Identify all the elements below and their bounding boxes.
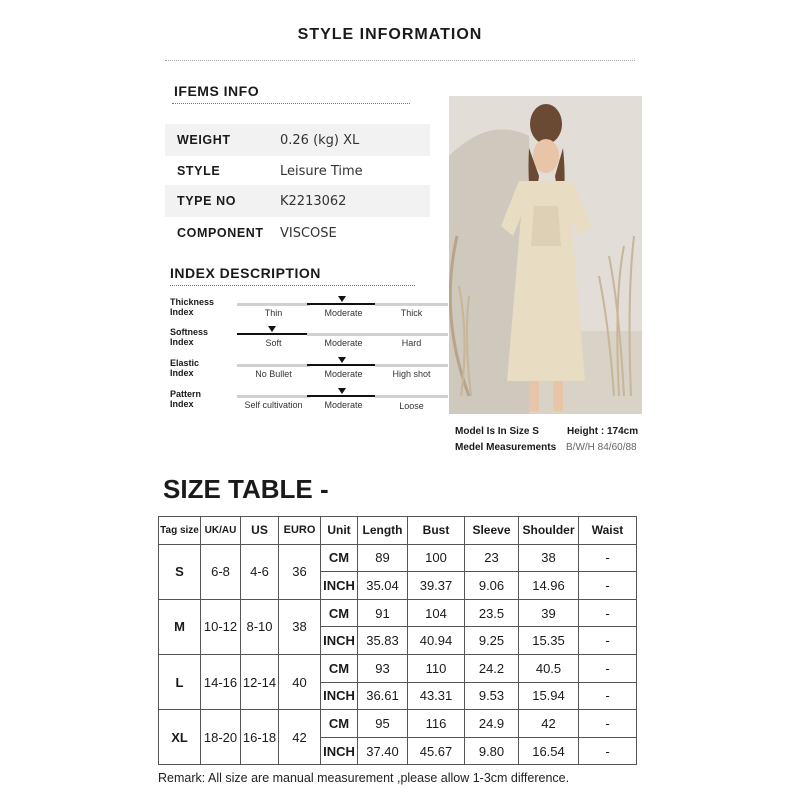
model-photo-icon xyxy=(449,96,642,414)
bust-cell: 39.37 xyxy=(408,572,465,600)
index-option xyxy=(236,297,311,323)
index-label-line2: Index xyxy=(170,307,194,317)
waist-cell: - xyxy=(579,627,637,655)
shoulder-cell: 14.96 xyxy=(519,572,579,600)
index-option-selected xyxy=(236,327,311,353)
index-option-selected xyxy=(306,358,381,384)
info-row-component xyxy=(165,217,430,249)
index-label-line2: Index xyxy=(170,337,194,347)
model-size-label: Model Is In Size S xyxy=(455,426,539,437)
index-bar xyxy=(307,395,380,397)
uk-au-cell: 6-8 xyxy=(201,544,241,599)
size-table-body xyxy=(159,544,637,765)
index-option-selected xyxy=(306,389,381,415)
bust-cell: 110 xyxy=(408,654,465,682)
index-bar xyxy=(375,303,448,306)
euro-cell: 42 xyxy=(279,710,321,765)
waist-cell: - xyxy=(579,737,637,765)
size-tag-cell: L xyxy=(159,654,201,709)
selected-marker-icon xyxy=(338,296,346,302)
index-option-label: Thin xyxy=(264,308,283,318)
index-option xyxy=(306,327,381,353)
uk-au-cell: 14-16 xyxy=(201,654,241,709)
waist-cell: - xyxy=(579,544,637,572)
index-description-divider xyxy=(170,285,415,286)
index-bar xyxy=(307,364,380,366)
us-cell: 16-18 xyxy=(241,710,279,765)
index-option-label: Soft xyxy=(265,338,282,348)
index-bar xyxy=(237,303,310,306)
index-label-line2: Index xyxy=(170,399,194,409)
waist-cell: - xyxy=(579,599,637,627)
sleeve-cell: 23 xyxy=(465,544,519,572)
sleeve-cell: 24.2 xyxy=(465,654,519,682)
header-tag-size: Tag size xyxy=(159,517,201,545)
info-value: VISCOSE xyxy=(280,225,337,241)
selected-marker-icon xyxy=(338,388,346,394)
unit-cell: CM xyxy=(321,710,358,738)
index-option xyxy=(236,389,311,415)
index-bar xyxy=(375,333,448,336)
euro-cell: 40 xyxy=(279,654,321,709)
index-label-line1: Thickness xyxy=(170,297,215,307)
length-cell: 89 xyxy=(358,544,408,572)
index-option-label: Moderate xyxy=(324,400,363,410)
table-row xyxy=(159,654,637,682)
header-sleeve: Sleeve xyxy=(465,517,519,545)
size-table xyxy=(158,516,637,765)
bust-cell: 45.67 xyxy=(408,737,465,765)
bust-cell: 43.31 xyxy=(408,682,465,710)
sleeve-cell: 9.80 xyxy=(465,737,519,765)
shoulder-cell: 39 xyxy=(519,599,579,627)
length-cell: 95 xyxy=(358,710,408,738)
index-option-label: No Bullet xyxy=(255,369,292,379)
bust-cell: 40.94 xyxy=(408,627,465,655)
table-row xyxy=(159,710,637,738)
shoulder-cell: 38 xyxy=(519,544,579,572)
sleeve-cell: 23.5 xyxy=(465,599,519,627)
index-option-selected xyxy=(306,297,381,323)
length-cell: 37.40 xyxy=(358,737,408,765)
header-length: Length xyxy=(358,517,408,545)
header-waist: Waist xyxy=(579,517,637,545)
index-description-heading: INDEX DESCRIPTION xyxy=(170,265,321,281)
size-tag-cell: S xyxy=(159,544,201,599)
index-bar xyxy=(375,364,448,367)
sleeve-cell: 9.25 xyxy=(465,627,519,655)
uk-au-cell: 18-20 xyxy=(201,710,241,765)
index-option-label: Thick xyxy=(400,308,423,318)
shoulder-cell: 15.35 xyxy=(519,627,579,655)
unit-cell: INCH xyxy=(321,572,358,600)
waist-cell: - xyxy=(579,572,637,600)
header-euro: EURO xyxy=(279,517,321,545)
model-bwh: B/W/H 84/60/88 xyxy=(566,442,637,453)
sleeve-cell: 9.53 xyxy=(465,682,519,710)
index-bar xyxy=(307,333,380,336)
uk-au-cell: 10-12 xyxy=(201,599,241,654)
index-label xyxy=(170,327,208,347)
index-bar xyxy=(375,395,448,398)
size-tag-cell: M xyxy=(159,599,201,654)
index-option-label: High shot xyxy=(392,369,431,379)
index-option xyxy=(374,297,449,323)
length-cell: 35.04 xyxy=(358,572,408,600)
info-value: 0.26 (kg) XL xyxy=(280,132,360,148)
index-label-line1: Elastic xyxy=(170,358,200,368)
us-cell: 4-6 xyxy=(241,544,279,599)
index-option-label: Moderate xyxy=(324,308,363,318)
us-cell: 12-14 xyxy=(241,654,279,709)
length-cell: 35.83 xyxy=(358,627,408,655)
shoulder-cell: 16.54 xyxy=(519,737,579,765)
waist-cell: - xyxy=(579,710,637,738)
unit-cell: CM xyxy=(321,654,358,682)
index-bar xyxy=(237,333,310,335)
shoulder-cell: 40.5 xyxy=(519,654,579,682)
us-cell: 8-10 xyxy=(241,599,279,654)
shoulder-cell: 15.94 xyxy=(519,682,579,710)
model-photo xyxy=(449,96,642,414)
bust-cell: 116 xyxy=(408,710,465,738)
unit-cell: INCH xyxy=(321,682,358,710)
unit-cell: CM xyxy=(321,599,358,627)
bust-cell: 104 xyxy=(408,599,465,627)
index-option xyxy=(374,358,449,384)
length-cell: 36.61 xyxy=(358,682,408,710)
size-tag-cell: XL xyxy=(159,710,201,765)
unit-cell: INCH xyxy=(321,737,358,765)
model-measurements-label: Medel Measurements xyxy=(455,442,557,453)
index-option-label: Hard xyxy=(401,338,422,348)
table-row xyxy=(159,544,637,572)
index-label xyxy=(170,358,199,378)
index-label-line2: Index xyxy=(170,368,194,378)
remark-text: Remark: All size are manual measurement ,please allow 1-3cm difference. xyxy=(158,771,570,785)
items-info-heading: IFEMS INFO xyxy=(174,83,260,99)
header-us: US xyxy=(241,517,279,545)
index-bar xyxy=(237,395,310,398)
info-row-style xyxy=(165,155,430,187)
index-label-line1: Softness xyxy=(170,327,209,337)
index-option-label: Moderate xyxy=(324,338,363,348)
index-option-label: Moderate xyxy=(324,369,363,379)
header-unit: Unit xyxy=(321,517,358,545)
info-value: Leisure Time xyxy=(280,163,363,179)
info-label: COMPONENT xyxy=(177,226,264,240)
bust-cell: 100 xyxy=(408,544,465,572)
model-height: Height : 174cm xyxy=(567,426,639,437)
info-label: TYPE NO xyxy=(177,194,237,208)
items-info-divider xyxy=(172,103,410,104)
index-label xyxy=(170,297,214,317)
index-option xyxy=(236,358,311,384)
info-label: STYLE xyxy=(177,164,221,178)
size-table-header-row xyxy=(159,517,637,545)
index-option-label: Loose xyxy=(399,401,424,411)
length-cell: 93 xyxy=(358,654,408,682)
index-option xyxy=(374,389,449,415)
selected-marker-icon xyxy=(338,357,346,363)
waist-cell: - xyxy=(579,654,637,682)
length-cell: 91 xyxy=(358,599,408,627)
header-uk-au: UK/AU xyxy=(201,517,241,545)
selected-marker-icon xyxy=(268,326,276,332)
index-label xyxy=(170,389,201,409)
info-value: K2213062 xyxy=(280,193,347,209)
table-row xyxy=(159,599,637,627)
index-label-line1: Pattern xyxy=(170,389,202,399)
index-option-label: Self cultivation xyxy=(244,400,303,410)
index-bar xyxy=(237,364,310,367)
size-table-heading: SIZE TABLE - xyxy=(163,474,329,504)
waist-cell: - xyxy=(579,682,637,710)
euro-cell: 36 xyxy=(279,544,321,599)
unit-cell: INCH xyxy=(321,627,358,655)
euro-cell: 38 xyxy=(279,599,321,654)
info-row-weight xyxy=(165,124,430,156)
header-shoulder: Shoulder xyxy=(519,517,579,545)
index-option xyxy=(374,327,449,353)
header-bust: Bust xyxy=(408,517,465,545)
info-row-type-no xyxy=(165,185,430,217)
title-divider xyxy=(165,60,635,61)
info-label: WEIGHT xyxy=(177,133,231,147)
index-bar xyxy=(307,303,380,305)
sleeve-cell: 9.06 xyxy=(465,572,519,600)
page-title: STYLE INFORMATION xyxy=(297,26,483,43)
shoulder-cell: 42 xyxy=(519,710,579,738)
unit-cell: CM xyxy=(321,544,358,572)
sleeve-cell: 24.9 xyxy=(465,710,519,738)
